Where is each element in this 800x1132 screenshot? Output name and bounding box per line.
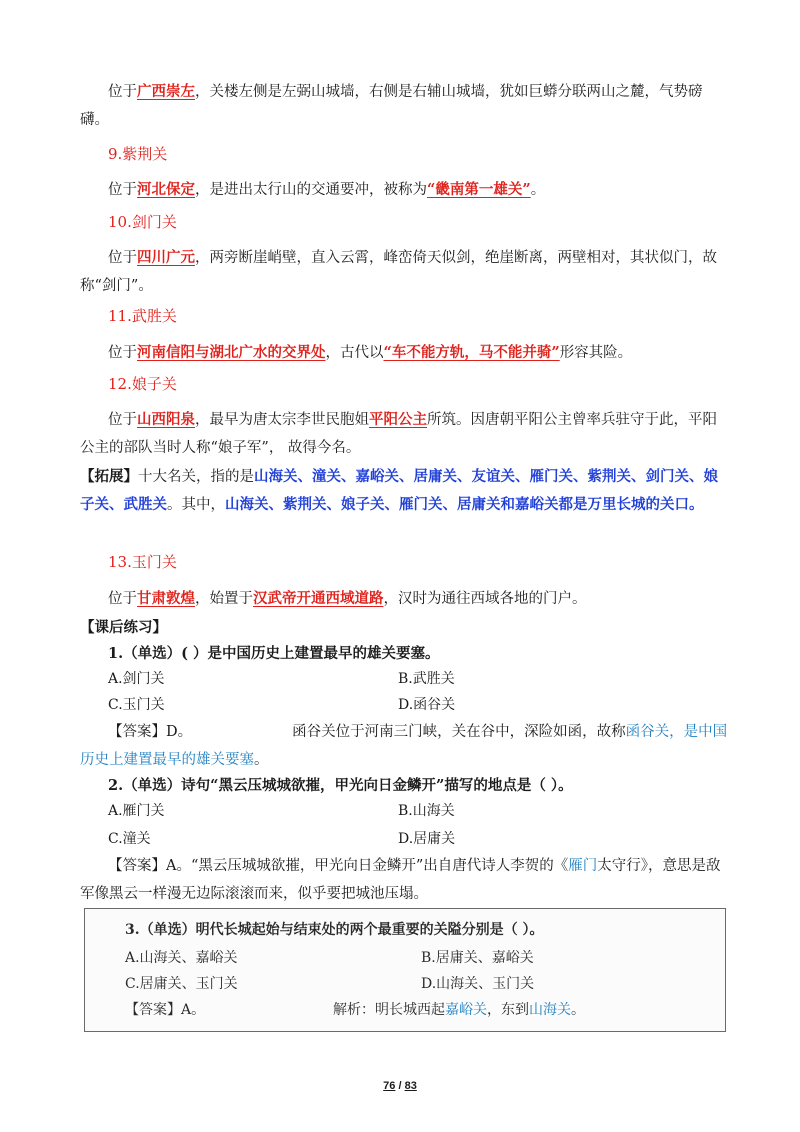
text: 函谷关位于河南三门峡，关在谷中，深险如函，故称 xyxy=(292,724,626,740)
heading-zijingguan: 9.紫荆关 xyxy=(108,145,168,163)
heading-niangziguan: 12.娘子关 xyxy=(108,375,177,393)
page-separator: / xyxy=(395,1080,405,1092)
origin-highlight: 汉武帝开通西域道路 xyxy=(253,590,384,607)
answer-highlight: 雁门 xyxy=(568,858,598,874)
paragraph-expand xyxy=(80,463,730,519)
scanned-question-box xyxy=(84,908,726,1032)
total-pages: 83 xyxy=(404,1080,417,1092)
answer-label: 【答案】D。 xyxy=(108,724,193,740)
q2-option-c: C.潼关 xyxy=(108,831,151,847)
text: 形容其险。 xyxy=(559,345,633,361)
text: 位于 xyxy=(108,412,137,428)
text: 所筑。因唐朝平阳公主曾率兵驻守于此，平阳公主的部队当时人称“娘子军”， 故得今名。 xyxy=(80,412,717,456)
text: 位于 xyxy=(108,250,137,266)
west-pass-highlight: 嘉峪关 xyxy=(445,1002,487,1018)
question-2: 2.（单选）诗句“黑云压城城欲摧，甲光向日金鳞开”描写的地点是（ ）。 xyxy=(108,777,573,794)
text: 。其中， xyxy=(167,497,225,513)
q1-option-b: B.武胜关 xyxy=(398,671,455,687)
paragraph-zijingguan xyxy=(80,176,730,204)
q1-option-d: D.函谷关 xyxy=(398,697,456,713)
location-highlight: 河北保定 xyxy=(137,181,195,198)
q3-option-b: B.居庸关、嘉峪关 xyxy=(421,950,534,966)
exercise-title: 【课后练习】 xyxy=(80,619,167,636)
text: 十大名关，指的是 xyxy=(138,469,254,485)
question-1: 1.（单选）( ）是中国历史上建置最早的雄关要塞。 xyxy=(108,645,440,662)
text: 【答案】A。“黑云压城城欲摧，甲光向日金鳞开”出自唐代诗人李贺的《 xyxy=(108,858,569,874)
quote-highlight: “车不能方轨，马不能并骑” xyxy=(383,344,560,361)
text: 位于 xyxy=(108,345,137,361)
text: 。 xyxy=(571,1002,585,1018)
location-highlight: 广西崇左 xyxy=(137,83,195,100)
q1-answer xyxy=(80,718,730,774)
heading-wushengguan: 11.武胜关 xyxy=(108,307,177,325)
heading-jianmenguan: 10.剑门关 xyxy=(108,213,177,231)
text: 解析：明长城西起 xyxy=(333,1002,445,1018)
q2-answer xyxy=(80,852,730,908)
great-wall-passes-highlight: 山海关、紫荆关、娘子关、雁门关、居庸关和嘉峪关都是万里长城的关口。 xyxy=(225,496,704,513)
text: ，是进出太行山的交通要冲，被称为 xyxy=(195,182,427,198)
question-3: 3.（单选）明代长城起始与结束处的两个最重要的关隘分别是（ ）。 xyxy=(125,922,544,938)
expand-label: 【拓展】 xyxy=(80,468,138,485)
page-number xyxy=(0,1080,800,1092)
location-highlight: 四川广元 xyxy=(137,249,195,266)
q3-option-a: A.山海关、嘉峪关 xyxy=(125,950,238,966)
text: ，最早为唐太宗李世民胞姐 xyxy=(195,412,369,428)
q3-option-d: D.山海关、玉门关 xyxy=(421,976,535,992)
text: ，始置于 xyxy=(195,591,253,607)
location-highlight: 甘肃敦煌 xyxy=(137,590,195,607)
text: 太守行》，意思是敌军像黑云一样漫无边际滚滚而来，似乎要把城池压塌。 xyxy=(80,858,721,902)
q2-option-a: A.雁门关 xyxy=(108,803,165,819)
paragraph-niangziguan xyxy=(80,406,730,462)
location-highlight: 山西阳泉 xyxy=(137,411,195,428)
q2-option-d: D.居庸关 xyxy=(398,831,456,847)
text: ，汉时为通往西域各地的门户。 xyxy=(383,591,587,607)
location-highlight: 河南信阳与湖北广水的交界处 xyxy=(137,344,326,361)
quote-highlight: “畿南第一雄关” xyxy=(427,181,531,198)
answer-highlight: 函谷关，是中国历史上建置最早的雄关要塞 xyxy=(80,724,728,768)
text: ，古代以 xyxy=(325,345,384,361)
text: ，关楼左侧是左弼山城墙，右侧是右辅山城墙，犹如巨蟒分联两山之麓，气势磅礴。 xyxy=(80,84,703,128)
heading-yumenguan: 13.玉门关 xyxy=(108,553,177,571)
q3-answer: 【答案】A。 xyxy=(125,1002,206,1018)
text: 。 xyxy=(530,182,546,198)
q3-explanation xyxy=(333,999,585,1019)
text: ，两旁断崖峭壁，直入云霄，峰峦倚天似剑，绝崖断离，两壁相对，其状似门，故称“剑门”。 xyxy=(80,250,717,294)
text: 。 xyxy=(254,752,269,768)
q3-option-c: C.居庸关、玉门关 xyxy=(125,976,238,992)
paragraph-chongzuo xyxy=(80,78,730,134)
text: ，东到 xyxy=(487,1002,529,1018)
pass-list-highlight: 山海关、潼关、嘉峪关、居庸关、友谊关、雁门关、紫荆关、剑门关、娘子关、武胜关 xyxy=(80,468,718,513)
paragraph-yumenguan xyxy=(80,585,730,613)
paragraph-jianmenguan xyxy=(80,244,730,300)
current-page: 76 xyxy=(383,1080,396,1092)
text: 位于 xyxy=(108,182,137,198)
person-highlight: 平阳公主 xyxy=(369,411,427,428)
text: 位于 xyxy=(108,84,137,100)
q2-option-b: B.山海关 xyxy=(398,803,455,819)
q1-option-a: A.剑门关 xyxy=(108,671,165,687)
text: 位于 xyxy=(108,591,137,607)
east-pass-highlight: 山海关 xyxy=(529,1002,571,1018)
paragraph-wushengguan xyxy=(80,339,730,367)
q1-option-c: C.玉门关 xyxy=(108,697,165,713)
